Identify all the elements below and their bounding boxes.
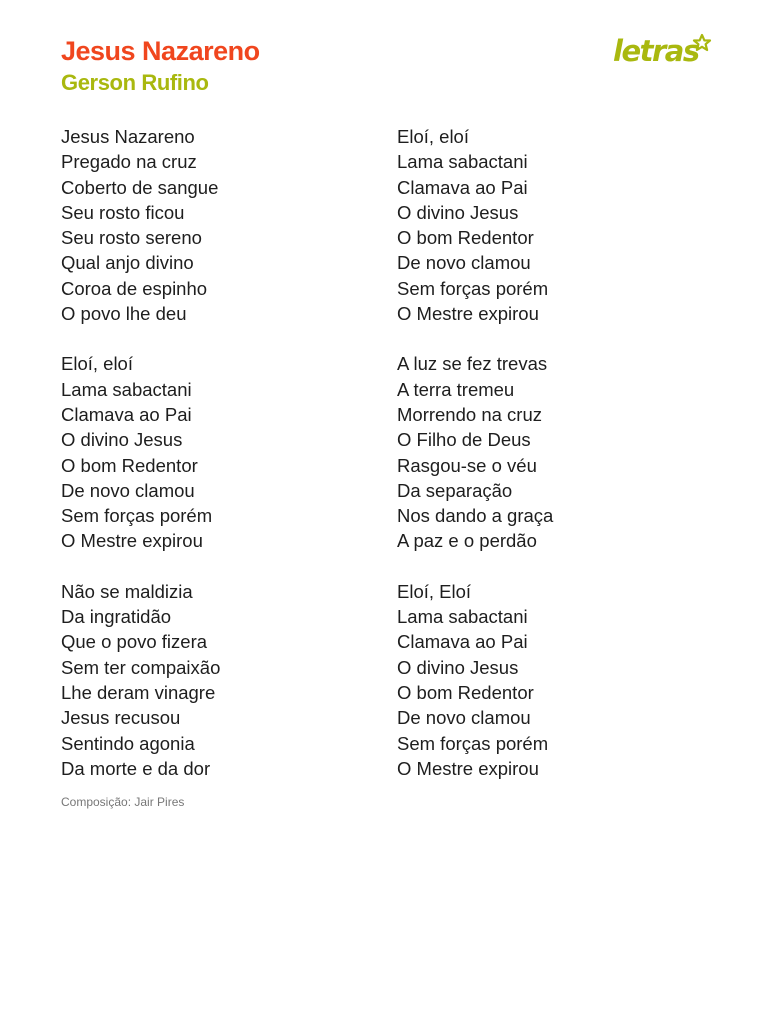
- lyric-line: Eloí, eloí: [397, 126, 469, 147]
- lyrics-column-left: [61, 124, 381, 806]
- lyric-line: De novo clamou: [61, 479, 195, 501]
- lyric-line: Que o povo fizera: [61, 631, 208, 653]
- lyric-line: O Filho de Deus: [397, 429, 531, 451]
- lyric-line: O bom Redentor: [397, 681, 534, 703]
- lyric-line: Morrendo na cruz: [397, 403, 542, 425]
- lyric-line: Da morte e da dor: [61, 757, 211, 779]
- lyric-line: A paz e o perdão: [397, 530, 537, 552]
- lyric-line: Clamava ao Pai: [397, 631, 528, 653]
- lyric-line: O Mestre expirou: [397, 303, 539, 325]
- letras-logo-wordmark: letras: [613, 34, 699, 68]
- lyrics-column-right: [397, 124, 717, 806]
- lyric-line: O Mestre expirou: [397, 757, 539, 779]
- lyric-line: Coroa de espinho: [61, 277, 208, 299]
- lyric-line: De novo clamou: [397, 252, 531, 274]
- lyric-line: Lama sabactani: [61, 378, 192, 400]
- lyric-line: A luz se fez trevas: [397, 353, 548, 375]
- stanza: [397, 579, 717, 781]
- lyric-line: Lama sabactani: [397, 151, 528, 173]
- lyric-line: Qual anjo divino: [61, 252, 194, 274]
- lyric-line: Não se maldizia: [61, 580, 193, 602]
- lyric-line: Sem ter compaixão: [61, 656, 221, 678]
- lyric-line: Nos dando a graça: [397, 505, 554, 527]
- lyric-line: O divino Jesus: [397, 656, 519, 678]
- composer-credits: Composição: Jair Pires: [61, 795, 185, 809]
- lyric-line: Sem forças porém: [61, 505, 213, 527]
- lyric-line: Jesus Nazareno: [61, 126, 195, 147]
- lyric-line: Da separação: [397, 479, 513, 501]
- lyric-line: Seu rosto ficou: [61, 201, 185, 223]
- lyric-line: Pregado na cruz: [61, 151, 197, 173]
- lyric-line: Sem forças porém: [397, 277, 549, 299]
- song-header: [61, 34, 260, 98]
- song-title: Jesus Nazareno: [61, 36, 260, 66]
- lyric-line: Da ingratidão: [61, 606, 172, 628]
- lyric-line: Seu rosto sereno: [61, 227, 202, 249]
- lyric-line: Sem forças porém: [397, 732, 549, 754]
- lyric-line: Jesus recusou: [61, 707, 181, 729]
- lyric-line: Clamava ao Pai: [61, 403, 192, 425]
- stanza: [397, 351, 717, 553]
- lyric-line: O bom Redentor: [61, 454, 198, 476]
- letras-logo: [612, 30, 712, 70]
- lyric-line: De novo clamou: [397, 707, 531, 729]
- lyric-line: O Mestre expirou: [61, 530, 203, 552]
- stanza: [397, 124, 717, 326]
- lyric-line: O bom Redentor: [397, 227, 534, 249]
- stanza: [61, 351, 381, 553]
- stanza: [61, 124, 381, 326]
- lyric-line: A terra tremeu: [397, 378, 515, 400]
- lyric-line: O divino Jesus: [61, 429, 183, 451]
- artist-name: Gerson Rufino: [61, 70, 209, 95]
- lyric-line: Eloí, Eloí: [397, 580, 472, 602]
- lyric-line: Lama sabactani: [397, 606, 528, 628]
- stanza: [61, 579, 381, 781]
- lyric-line: Eloí, eloí: [61, 353, 133, 375]
- lyric-line: Sentindo agonia: [61, 732, 195, 754]
- lyric-line: Rasgou-se o véu: [397, 454, 537, 476]
- lyric-line: O divino Jesus: [397, 201, 519, 223]
- lyric-line: Coberto de sangue: [61, 176, 219, 198]
- lyric-line: Clamava ao Pai: [397, 176, 528, 198]
- lyric-line: Lhe deram vinagre: [61, 681, 216, 703]
- lyric-line: O povo lhe deu: [61, 303, 187, 325]
